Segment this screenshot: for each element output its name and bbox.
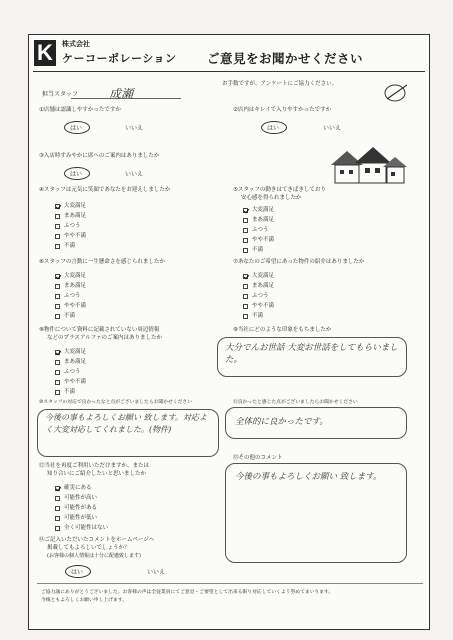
option[interactable]: ふつう <box>55 369 81 376</box>
houses-illustration <box>329 145 409 185</box>
checkbox[interactable] <box>55 294 60 299</box>
question-4: ④スタッフは元気に笑顔であなたをお迎えしましたか <box>39 187 171 193</box>
question-7: ⑦あなたのご希望にあった物件の紹介はありましたか <box>233 259 365 265</box>
option[interactable]: やや不満 <box>55 303 86 310</box>
checkbox[interactable] <box>55 496 60 501</box>
checkbox[interactable] <box>243 314 248 319</box>
question-5: ⑤スタッフの動きはてきぱきしており <box>233 187 326 193</box>
comment-text: 大分でんお世話 大変お世話をしてもらいました。 <box>225 343 398 365</box>
question-14-note: (お客様の個人情報は十分に配慮致します) <box>47 553 141 559</box>
comment-text: 全体的に良かったです。 <box>235 417 328 427</box>
question-11: ⑪良かったと感じた点がございましたらお聞かせください <box>233 400 358 405</box>
company-type: 株式会社 <box>62 40 90 48</box>
option[interactable]: まあ満足 <box>55 359 86 366</box>
checkbox[interactable] <box>55 390 60 395</box>
question-8: ⑧物件について資料に記載されていない周辺情報 <box>39 327 160 333</box>
option[interactable]: まあ満足 <box>55 283 86 290</box>
checkbox[interactable] <box>243 304 248 309</box>
option[interactable]: ふつう <box>55 293 81 300</box>
question-2: ②店内はキレイで入りやすかったですか <box>233 107 332 113</box>
no-option[interactable]: いいえ <box>147 569 166 576</box>
company-logo: K <box>34 40 56 66</box>
intro-text: お手数ですが、アンケートにご協力ください。 <box>222 81 338 87</box>
option[interactable]: 不満 <box>243 247 263 254</box>
option[interactable]: 大変満足 <box>243 273 274 280</box>
checkbox[interactable] <box>55 486 60 491</box>
yes-option[interactable]: はい <box>267 125 280 132</box>
question-1: ①店舗は認識しやすかったですか <box>39 107 121 113</box>
question-3: ③入店時すみやかに席へのご案内はありましたか <box>39 153 160 159</box>
question-8-line2: などのプラスアルファのご案内はありましたか <box>47 335 163 341</box>
option[interactable]: 不満 <box>55 243 75 250</box>
staff-underline <box>71 98 181 99</box>
question-13: ⑬その他のコメント <box>233 455 283 461</box>
yes-option[interactable]: はい <box>70 125 83 132</box>
footer-line-1: ご協力誠にありがとうございました。お客様の声は全従業員にてご意見・ご要望として出来る限り対応していくよう努めてまいります。 <box>41 590 334 595</box>
option[interactable]: 全く可能性はない <box>55 525 108 532</box>
option[interactable]: 大変満足 <box>55 273 86 280</box>
option[interactable]: 可能性がある <box>55 505 97 512</box>
no-option[interactable]: いいえ <box>125 125 144 132</box>
option[interactable]: 確実にある <box>55 485 92 492</box>
checkbox[interactable] <box>243 238 248 243</box>
checkbox[interactable] <box>243 218 248 223</box>
footer-line-2: 今後ともよろしくお願い申し上げます。 <box>41 598 127 603</box>
checkbox[interactable] <box>55 360 60 365</box>
option[interactable]: やや不満 <box>243 303 274 310</box>
question-14: ⑭ご記入いただいたコメントをホームページへ <box>39 537 155 543</box>
question-5-line2: 安心感を得られましたか <box>241 195 302 201</box>
checkbox[interactable] <box>243 274 248 279</box>
checkbox[interactable] <box>243 284 248 289</box>
checkbox[interactable] <box>55 370 60 375</box>
option[interactable]: やや不満 <box>243 237 274 244</box>
option[interactable]: まあ満足 <box>243 283 274 290</box>
checkbox[interactable] <box>55 304 60 309</box>
option[interactable]: 不満 <box>55 389 75 396</box>
comment-text: 今後の事もよろしくお願い 致します。対応よく大変対応してくれました。(物件) <box>45 413 207 434</box>
question-12-line2: 知り合いにご紹介したいと思いましたか <box>47 471 147 477</box>
page-title: ご意見をお聞かせください <box>207 51 364 66</box>
checkbox[interactable] <box>243 248 248 253</box>
staff-name: 成瀬 <box>109 87 134 101</box>
yes-option[interactable]: はい <box>70 171 83 178</box>
checkbox[interactable] <box>55 314 60 319</box>
checkbox[interactable] <box>55 224 60 229</box>
option[interactable]: やや不満 <box>55 233 86 240</box>
footer-divider <box>37 583 423 584</box>
checkbox[interactable] <box>55 284 60 289</box>
option[interactable]: 不満 <box>243 313 263 320</box>
checkbox[interactable] <box>55 214 60 219</box>
pencil-icon <box>377 81 413 105</box>
checkbox[interactable] <box>55 244 60 249</box>
option[interactable]: ふつう <box>243 227 269 234</box>
company-name: ケーコーポレーション <box>62 52 177 65</box>
option[interactable]: まあ満足 <box>55 213 86 220</box>
question-14-line2: 掲載してもよろしいでしょうか？ <box>47 545 130 551</box>
checkbox[interactable] <box>55 506 60 511</box>
question-6: ⑥スタッフの言動に一生懸命さを感じられましたか <box>39 259 165 265</box>
comment-text: 今後の事もよろしくお願い 致します。 <box>235 472 382 482</box>
checkbox[interactable] <box>55 204 60 209</box>
option[interactable]: ふつう <box>55 223 81 230</box>
checkbox[interactable] <box>243 208 248 213</box>
no-option[interactable]: いいえ <box>323 125 342 132</box>
footer-text <box>41 589 421 605</box>
staff-label: 担当スタッフ <box>42 91 79 98</box>
checkbox[interactable] <box>55 380 60 385</box>
checkbox[interactable] <box>55 234 60 239</box>
question-10: ⑩スタッフの対応で良かったなと点がございましたらお聞かせください <box>39 400 193 405</box>
no-option[interactable]: いいえ <box>125 171 144 178</box>
checkbox[interactable] <box>55 350 60 355</box>
question-9: ⑨当社にどのような印象をもちましたか <box>233 327 332 333</box>
option[interactable]: 大変満足 <box>55 203 86 210</box>
option[interactable]: やや不満 <box>55 379 86 386</box>
option[interactable]: 可能性が低い <box>55 515 97 522</box>
checkbox[interactable] <box>55 516 60 521</box>
yes-option[interactable]: はい <box>71 569 84 576</box>
option[interactable]: 可能性が高い <box>55 495 97 502</box>
option[interactable]: 大変満足 <box>55 349 86 356</box>
checkbox[interactable] <box>55 274 60 279</box>
question-12: ⑫当社を再度ご利用いただけますか、または <box>39 463 150 469</box>
option[interactable]: ふつう <box>243 293 269 300</box>
header-divider <box>33 71 425 72</box>
checkbox[interactable] <box>243 294 248 299</box>
option[interactable]: まあ満足 <box>243 217 274 224</box>
option[interactable]: 不満 <box>55 313 75 320</box>
checkbox[interactable] <box>243 228 248 233</box>
survey-sheet <box>28 34 430 630</box>
checkbox[interactable] <box>55 526 60 531</box>
option[interactable]: 大変満足 <box>243 207 274 214</box>
